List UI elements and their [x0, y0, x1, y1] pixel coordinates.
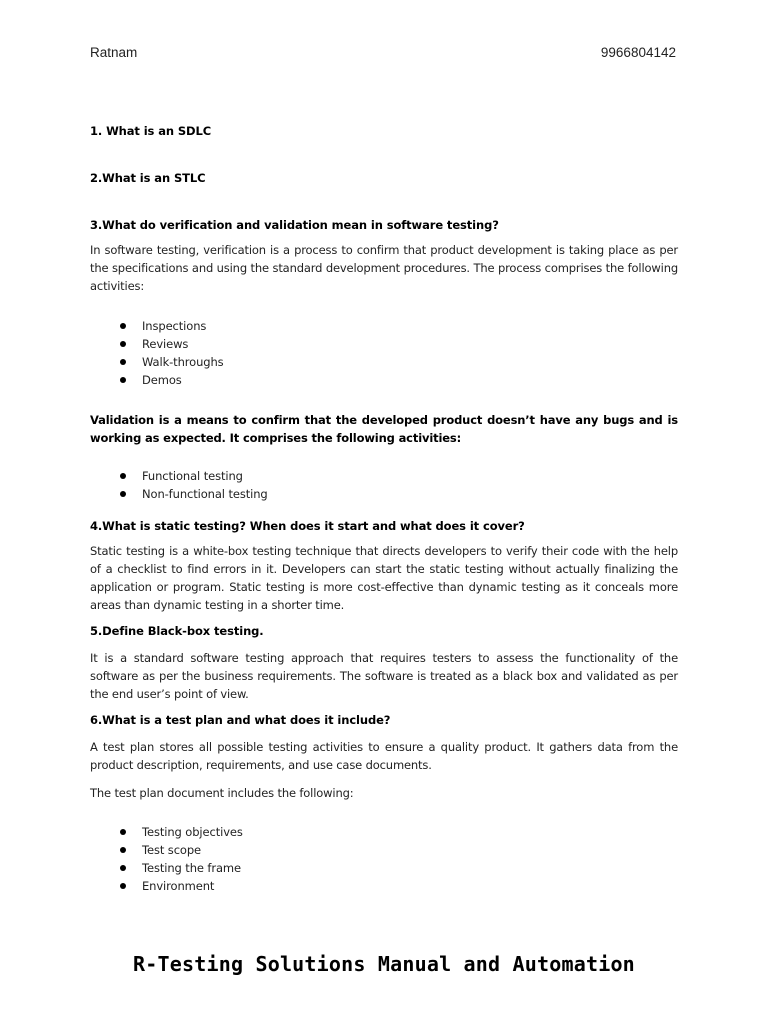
question-3-title: 3.What do verification and validation mean in software testing? [90, 218, 499, 232]
question-2-title: 2.What is an STLC [90, 171, 206, 185]
list-item: Testing objectives [142, 823, 678, 841]
list-item: Demos [142, 371, 678, 389]
list-item: Walk-throughs [142, 353, 678, 371]
header-name: Ratnam [90, 45, 138, 60]
question-6-title: 6.What is a test plan and what does it include? [90, 713, 391, 727]
question-5-title: 5.Define Black-box testing. [90, 624, 264, 638]
document-body [90, 124, 678, 895]
list-item: Reviews [142, 335, 678, 353]
validation-list [90, 467, 678, 503]
list-item: Functional testing [142, 467, 678, 485]
black-box-paragraph: It is a standard software testing approach that requires testers to assess the functionality of the software as per the business requirements. The software is treated as a black box and validated as per the end user’s point of view. [90, 651, 678, 701]
list-item: Inspections [142, 317, 678, 335]
list-item: Testing the frame [142, 859, 678, 877]
footer-title: R-Testing Solutions Manual and Automation [133, 952, 635, 976]
verification-paragraph: In software testing, verification is a process to confirm that product development is taking place as per the specifications and using the standard development procedures. The process comprises the following activities: [90, 243, 678, 293]
header-phone: 9966804142 [600, 45, 676, 60]
validation-paragraph: Validation is a means to confirm that the developed product doesn’t have any bugs and is working as expected. It comprises the following activities: [90, 413, 678, 445]
test-plan-paragraph: A test plan stores all possible testing activities to ensure a quality product. It gathers data from the product description, requirements, and use case documents. [90, 740, 678, 772]
list-item: Test scope [142, 841, 678, 859]
list-item: Environment [142, 877, 678, 895]
question-4-title: 4.What is static testing? When does it start and what does it cover? [90, 519, 525, 533]
verification-list [90, 317, 678, 389]
static-testing-paragraph: Static testing is a white-box testing technique that directs developers to verify their code with the help of a checklist to find errors in it. Developers can start the static testing without actually finalizing the application or program. Static testing is more cost-effective than dynamic testing as it conceals more areas than dynamic testing in a shorter time. [90, 544, 678, 612]
test-plan-includes: The test plan document includes the following: [90, 786, 354, 800]
question-1-title: 1. What is an SDLC [90, 124, 212, 138]
list-item: Non-functional testing [142, 485, 678, 503]
test-plan-list [90, 823, 678, 895]
